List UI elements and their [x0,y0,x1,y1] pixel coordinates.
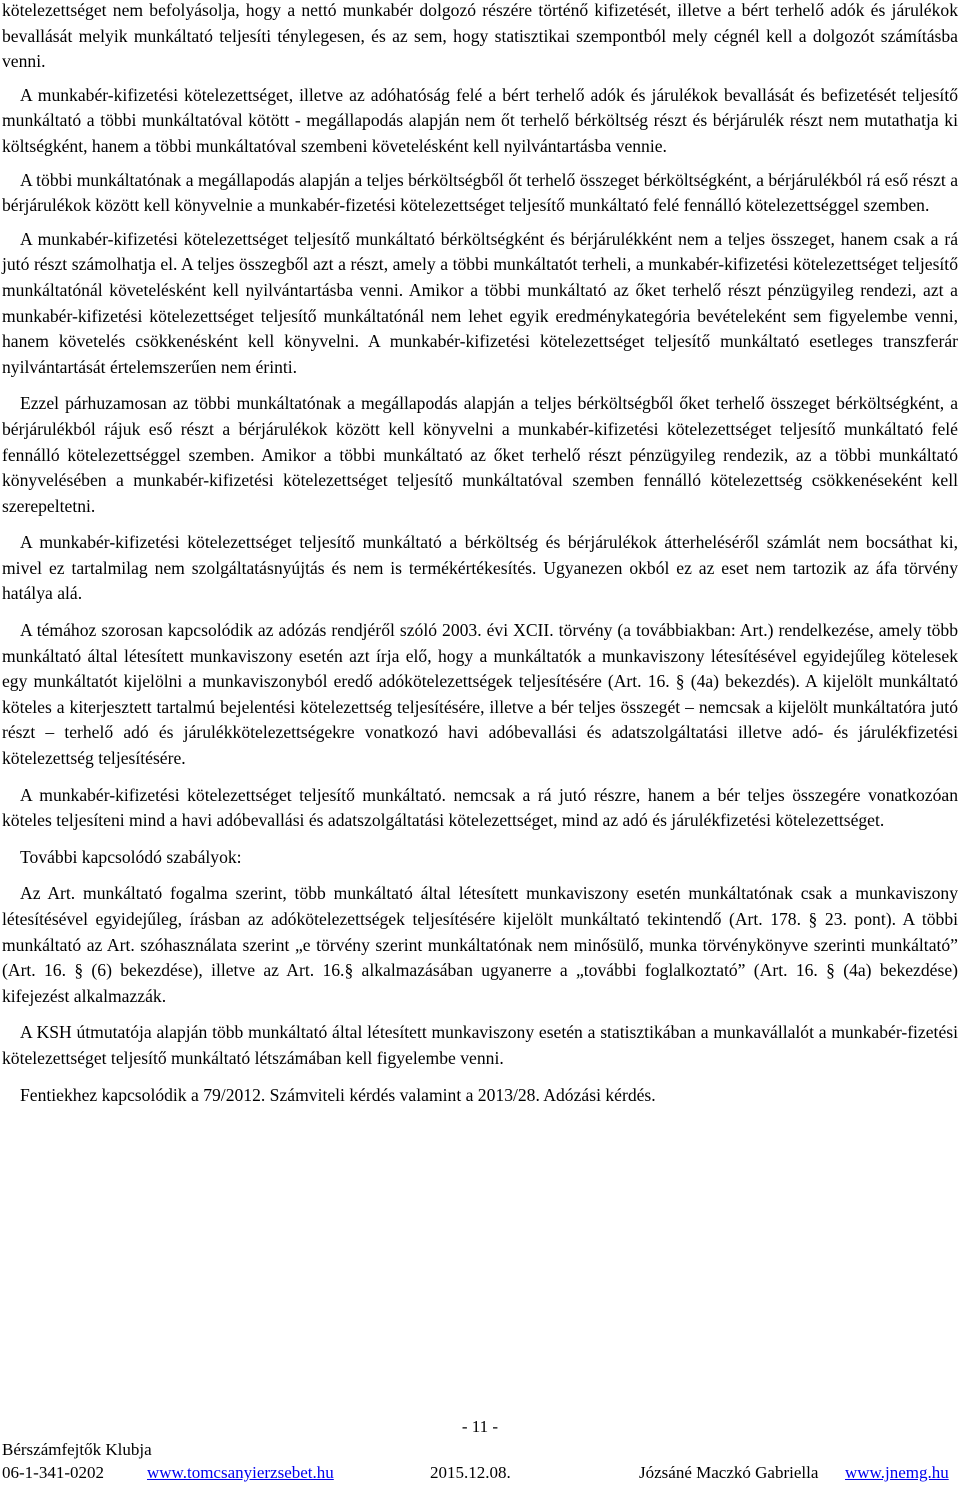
document-body [2,0,958,1108]
footer-phone: 06-1-341-0202 [2,1463,104,1482]
footer-author-website-link[interactable]: www.jnemg.hu [845,1463,949,1482]
paragraph-7: A témához szorosan kapcsolódik az adózás rendjéről szóló 2003. évi XCII. törvény (a továbbiakban: Art.) rendelkezése, amely több munkáltató által létesített munkaviszony esetén azt írja elő, hogy a munkáltatók a munkaviszony létesítésével egyidejűleg kötelesek egy munkáltatót kijelölni a munkaviszonyból eredő adókötelezettségek teljesítésére (Art. 16. § (4a) bekezdés). A kijelölt munkáltató köteles a kiterjesztett tartalmú bejelentési kötelezettség teljesítésére, illetve a bér teljes összegét – nemcsak a kijelölt munkáltatóra jutó részt – terhelő adó és járulékkötelezettségekre vonatkozó havi adóbevallási és adatszolgáltatási illetve adó- és járulékfizetési kötelezettség teljesítésére. [2,620,958,769]
footer-org: Bérszámfejtők Klubja [2,1440,152,1459]
paragraph-9: További kapcsolódó szabályok: [20,846,242,867]
paragraph-3: A többi munkáltatónak a megállapodás alapján a teljes bérköltségből őt terhelő összeget bérköltségként, a bérjárulékból rá eső részt a bérjárulékok között kell könyvelnie a munkabér-fizetési kötelezettséget teljesítő munkáltató felé fennálló kötelezettséggel szemben. [2,169,958,216]
paragraph-6: A munkabér-kifizetési kötelezettséget teljesítő munkáltató a bérköltség és bérjárulékok átterheléséről számlát nem bocsáthat ki, mivel ez tartalmilag nem szolgáltatásnyújtás és nem is termékértékesítés. Ugyanezen okból ez az eset nem tartozik az áfa törvény hatálya alá. [2,532,958,604]
footer-website-link[interactable]: www.tomcsanyierzsebet.hu [147,1463,334,1482]
paragraph-11: A KSH útmutatója alapján több munkáltató által létesített munkaviszony esetén a statisztikában a munkavállalót a munkabér-fizetési kötelezettséget teljesítő munkáltató létszámában kell figyelembe venni. [2,1022,958,1068]
paragraph-5: Ezzel párhuzamosan az többi munkáltatónak a megállapodás alapján a teljes bérköltségből őket terhelő összeget bérköltségként, a bérjárulékból rájuk eső részt a bérjárulékok között kell könyvelni a munkabér-kifizetési kötelezettséget teljesítő munkáltató felé fennálló kötelezettséggel szemben. Amikor a többi munkáltató az őket terhelő részt pénzügyileg rendezik, az a többi munkáltató könyvelésében a munkabér-kifizetési kötelezettséget teljesítő munkáltatóval szemben fennálló kötelezettség csökkenéseként kell szerepeltetni. [2,393,958,516]
footer [2,1462,958,1484]
paragraph-1: kötelezettséget nem befolyásolja, hogy a nettó munkabér dolgozó részére történő kifizetését, illetve a bért terhelő adók és járulékok bevallását melyik munkáltató teljesíti ténylegesen, és az sem, hogy statisztikai szempontból mely cégnél kell a dolgozót számításba venni. [2,0,958,72]
footer-date: 2015.12.08. [430,1463,511,1482]
page-number: - 11 - [461,1417,499,1436]
paragraph-2: A munkabér-kifizetési kötelezettséget, illetve az adóhatóság felé a bért terhelő adók és járulékok bevallását és befizetését teljesítő munkáltató a többi munkáltatóval kötött - megállapodás alapján nem őt terhelő bérköltség részt és bérjárulék részt nem mutathatja ki költségként, hanem a többi munkáltatóval szembeni követelésként kell nyilvántartásba vennie. [2,84,958,156]
paragraph-4: A munkabér-kifizetési kötelezettséget teljesítő munkáltató bérköltségként és bérjárulékként nem a teljes összeget, hanem csak a rá jutó részt számolhatja el. A teljes összegből azt a részt, amely a többi munkáltatót terheli, a munkabér-kifizetési kötelezettséget teljesítő munkáltatónál követelésként kell nyilvántartásba venni. Amikor a többi munkáltató az őket terhelő részt pénzügyileg rendezi, azt a munkabér-kifizetési kötelezettséget teljesítő munkáltatónál nem lehet egyik eredménykategória bevételeként sem figyelembe venni, hanem követelés csökkenésként kell könyvelni. A munkabér-kifizetési kötelezettséget teljesítő munkáltató esetleges transzferár nyilvántartását értelemszerűen nem érinti. [2,228,958,377]
paragraph-8: A munkabér-kifizetési kötelezettséget teljesítő munkáltató. nemcsak a rá jutó részre, hanem a bér teljes összegére vonatkozóan köteles teljesíteni mind a havi adóbevallási és adatszolgáltatási kötelezettséget, mind az adó és járulékfizetési kötelezettséget. [2,784,958,831]
paragraph-12: Fentiekhez kapcsolódik a 79/2012. Számviteli kérdés valamint a 2013/28. Adózási kérdés. [20,1084,656,1105]
paragraph-10: Az Art. munkáltató fogalma szerint, több munkáltató által létesített munkaviszony esetén munkáltatónak csak a munkaviszony létesítésével egyidejűleg, írásban az adókötelezettségek teljesítésére kijelölt munkáltató tekintendő (Art. 178. § 23. pont). A többi munkáltató az Art. szóhasználata szerint „e törvény szerint munkáltatónak nem minősülő, munka törvénykönyve szerinti munkáltató” (Art. 16. § (6) bekezdése), illetve az Art. 16.§ alkalmazásában ugyanerre a „további foglalkoztató” (Art. 16. § (4a) bekezdése) kifejezést alkalmazzák. [2,883,958,1006]
footer-author: Józsáné Maczkó Gabriella [639,1463,819,1482]
